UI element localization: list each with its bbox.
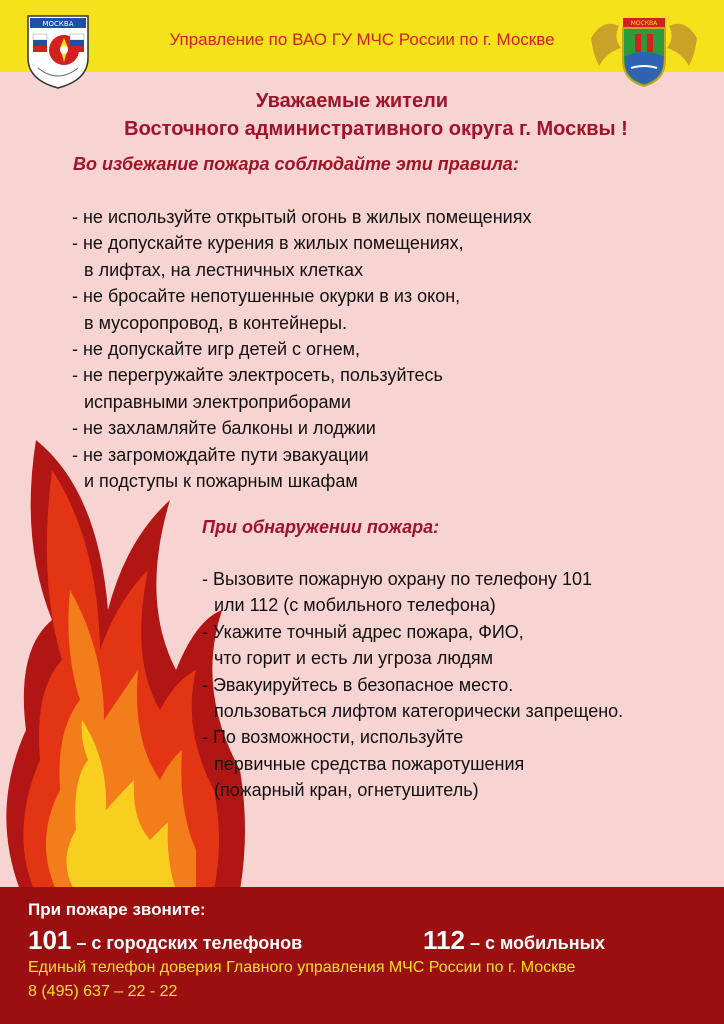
rule-line: - не перегружайте электросеть, пользуйтесь [72,365,443,386]
fire-line: - Вызовите пожарную охрану по телефону 101 [202,569,593,589]
rule-line: в мусоропровод, в контейнеры. [84,312,348,333]
fire-line: что горит и есть ли угроза людям [214,648,494,669]
rule-line: исправными электроприборами [84,391,351,412]
rule-line: - не бросайте непотушенные окурки в из окон, [72,286,461,307]
fire-instructions-list [202,566,623,804]
footer-call-heading: При пожаре звоните: [28,900,206,919]
rule-line: - не захламляйте балконы и лоджии [72,418,376,439]
fire-line: - По возможности, используйте [202,727,464,748]
rule-line: в лифтах, на лестничных клетках [84,259,364,280]
left-emblem-label: МОСКВА [42,20,74,28]
emergency-number-mobile [423,925,605,956]
rule-line: - не допускайте игр детей с огнем, [72,339,360,360]
number-112-caption: – с мобильных [464,933,605,953]
fire-line: (пожарный кран, огнетушитель) [214,780,479,801]
fire-line: или 112 (с мобильного телефона) [214,595,496,616]
right-emblem-label: МОСКВА [630,20,658,27]
number-101: 101 [28,925,72,955]
fire-line: пользоваться лифтом категорически запрещено. [214,701,624,722]
trust-line-text: Единый телефон доверия Главного управления МЧС России по г. Москве [28,959,576,976]
rule-line: - не допускайте курения в жилых помещениях, [72,233,464,254]
number-112: 112 [423,925,465,955]
number-101-caption: – с городских телефонов [71,933,303,953]
greeting-line-1: Уважаемые жители [255,90,449,112]
rules-heading: Во избежание пожара соблюдайте эти правила: [73,154,519,174]
vao-coat-of-arms-icon [585,8,703,90]
rule-line: - не загромождайте пути эвакуации [72,444,369,465]
trust-line-phone: 8 (495) 637 – 22 - 22 [28,983,178,1000]
fire-line: первичные средства пожаротушения [214,753,525,774]
fire-line: - Эвакуируйтесь в безопасное место. [202,674,514,695]
rule-line: и подступы к пожарным шкафам [84,471,358,492]
header-title: Управление по ВАО ГУ МЧС России по г. Москве [169,30,555,49]
emergency-number-city [28,925,302,956]
rule-line: - не используйте открытый огонь в жилых помещениях [72,207,532,227]
fire-line: - Укажите точный адрес пожара, ФИО, [202,621,524,642]
fire-heading: При обнаружении пожара: [202,517,440,537]
greeting-line-2: Восточного административного округа г. Москвы ! [124,118,628,140]
mchs-emblem-icon [24,12,92,90]
